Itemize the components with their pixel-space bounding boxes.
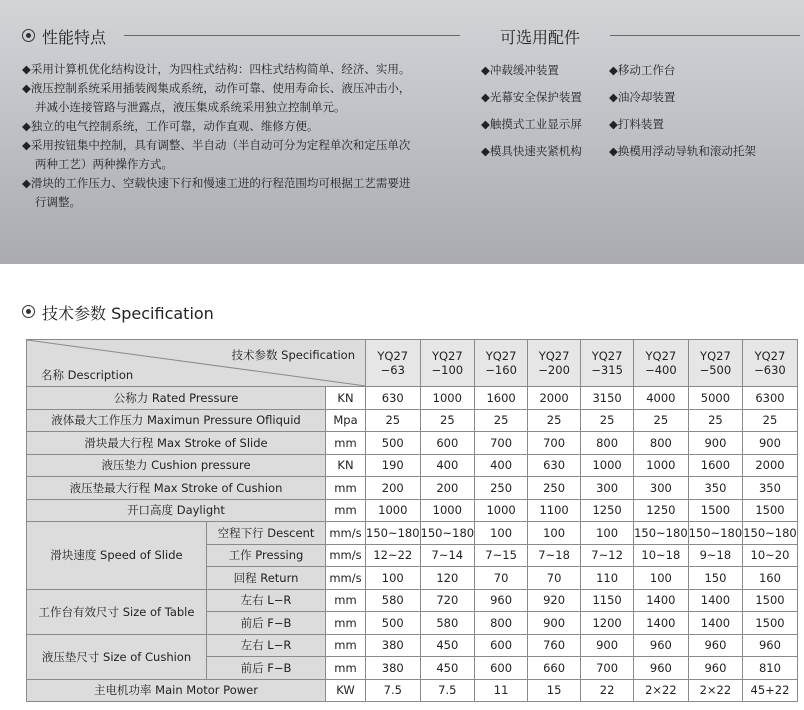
value-cell: 100 [528, 522, 581, 545]
circle-bullet-icon [22, 29, 35, 42]
sub-label: 左右 L−R [207, 589, 326, 612]
value-cell: 1250 [581, 499, 634, 522]
value-cell: 150 [688, 567, 743, 590]
value-cell: 7~12 [581, 544, 634, 567]
value-cell: 150~180 [420, 522, 475, 545]
features-divider [124, 35, 460, 36]
model-header [366, 340, 421, 387]
options-title: 可选用配件 [500, 28, 581, 47]
corner-bottom-label: 名称 Description [41, 368, 134, 382]
value-cell: 630 [366, 387, 421, 410]
model-name: YQ27 [645, 349, 677, 363]
unit-cell: KN [326, 387, 366, 410]
spec-row [27, 387, 798, 410]
unit-cell: mm [326, 657, 366, 680]
value-cell: 160 [743, 567, 798, 590]
value-cell: 700 [475, 432, 528, 455]
model-header [475, 340, 528, 387]
sub-label: 左右 L−R [207, 634, 326, 657]
value-cell: 1400 [688, 589, 743, 612]
value-cell: 25 [528, 409, 581, 432]
spec-row [27, 477, 798, 500]
value-cell: 100 [634, 567, 689, 590]
model-name: YQ27 [377, 349, 409, 363]
spec-row [27, 499, 798, 522]
spec-title: 技术参数 Specification [22, 301, 214, 324]
option-item: ◆油冷却装置 [609, 90, 676, 104]
sub-label: 前后 F−B [207, 657, 326, 680]
value-cell: 7.5 [366, 679, 421, 702]
value-cell: 22 [581, 679, 634, 702]
row-label: 液体最大工作压力 Maximun Pressure Ofliquid [27, 409, 326, 432]
circle-bullet-icon [22, 305, 35, 318]
model-name: YQ27 [754, 349, 786, 363]
model-size: −100 [431, 363, 464, 377]
value-cell: 25 [743, 409, 798, 432]
value-cell: 900 [743, 432, 798, 455]
spec-row [27, 522, 798, 545]
value-cell: 12~22 [366, 544, 421, 567]
sub-label: 回程 Return [207, 567, 326, 590]
options-divider [610, 35, 800, 36]
model-size: −160 [485, 363, 517, 377]
value-cell: 600 [475, 634, 528, 657]
value-cell: 120 [420, 567, 475, 590]
unit-cell: mm/s [326, 567, 366, 590]
value-cell: 2×22 [688, 679, 743, 702]
spec-table [26, 339, 798, 702]
value-cell: 200 [420, 477, 475, 500]
value-cell: 380 [366, 634, 421, 657]
value-cell: 600 [475, 657, 528, 680]
value-cell: 600 [420, 432, 475, 455]
row-label: 公称力 Rated Pressure [27, 387, 326, 410]
model-size: −630 [754, 363, 786, 377]
sub-label: 前后 F−B [207, 612, 326, 635]
value-cell: 1400 [634, 589, 689, 612]
value-cell: 720 [420, 589, 475, 612]
model-header [688, 340, 743, 387]
value-cell: 7.5 [420, 679, 475, 702]
sub-label: 工作 Pressing [207, 544, 326, 567]
value-cell: 350 [688, 477, 743, 500]
value-cell: 150~180 [688, 522, 743, 545]
value-cell: 960 [634, 657, 689, 680]
unit-cell: KW [326, 679, 366, 702]
value-cell: 1250 [634, 499, 689, 522]
value-cell: 960 [743, 634, 798, 657]
value-cell: 920 [528, 589, 581, 612]
value-cell: 900 [581, 634, 634, 657]
option-item: ◆打料装置 [609, 117, 664, 131]
options-col2 [609, 62, 756, 170]
option-item: ◆模具快速夹紧机构 [481, 144, 582, 158]
feature-line: 两种工艺）两种操作方式。 [35, 157, 173, 171]
features-title: 性能特点 [22, 25, 106, 48]
value-cell: 450 [420, 657, 475, 680]
value-cell: 6300 [743, 387, 798, 410]
value-cell: 1000 [366, 499, 421, 522]
unit-cell: mm/s [326, 544, 366, 567]
spec-row [27, 589, 798, 612]
group-label: 工作台有效尺寸 Size of Table [27, 589, 207, 634]
value-cell: 580 [420, 612, 475, 635]
value-cell: 9~18 [688, 544, 743, 567]
features-list [22, 60, 410, 212]
value-cell: 250 [528, 477, 581, 500]
sub-label: 空程下行 Descent [207, 522, 326, 545]
value-cell: 800 [581, 432, 634, 455]
option-item: ◆触摸式工业显示屏 [481, 117, 582, 131]
value-cell: 70 [475, 567, 528, 590]
value-cell: 25 [366, 409, 421, 432]
feature-line: ◆液压控制系统采用插装阀集成系统，动作可靠、使用寿命长、液压冲击小， [22, 81, 411, 95]
value-cell: 1000 [634, 454, 689, 477]
model-size: −315 [591, 363, 623, 377]
value-cell: 1150 [581, 589, 634, 612]
value-cell: 25 [634, 409, 689, 432]
value-cell: 150~180 [366, 522, 421, 545]
value-cell: 7~14 [420, 544, 475, 567]
value-cell: 1500 [688, 499, 743, 522]
value-cell: 660 [528, 657, 581, 680]
row-label: 滑块最大行程 Max Stroke of Slide [27, 432, 326, 455]
value-cell: 630 [528, 454, 581, 477]
value-cell: 300 [581, 477, 634, 500]
value-cell: 100 [366, 567, 421, 590]
option-item: ◆移动工作台 [609, 63, 676, 77]
value-cell: 100 [581, 522, 634, 545]
option-item: ◆换模用浮动导轨和滚动托架 [609, 144, 756, 158]
model-header [420, 340, 475, 387]
value-cell: 380 [366, 657, 421, 680]
model-name: YQ27 [538, 349, 570, 363]
unit-cell: mm/s [326, 522, 366, 545]
value-cell: 580 [366, 589, 421, 612]
option-item: ◆冲载缓冲装置 [481, 63, 559, 77]
value-cell: 2000 [743, 454, 798, 477]
value-cell: 10~18 [634, 544, 689, 567]
value-cell: 810 [743, 657, 798, 680]
value-cell: 500 [366, 612, 421, 635]
value-cell: 960 [475, 589, 528, 612]
model-name: YQ27 [431, 349, 463, 363]
model-header [634, 340, 689, 387]
row-label: 液压垫最大行程 Max Stroke of Cushion [27, 477, 326, 500]
group-label: 滑块速度 Speed of Slide [27, 522, 207, 590]
unit-cell: Mpa [326, 409, 366, 432]
unit-cell: mm [326, 432, 366, 455]
value-cell: 1000 [420, 499, 475, 522]
feature-line: ◆采用计算机优化结构设计，为四柱式结构：四柱式结构简单、经济、实用。 [22, 62, 411, 76]
value-cell: 7~18 [528, 544, 581, 567]
value-cell: 15 [528, 679, 581, 702]
value-cell: 500 [366, 432, 421, 455]
feature-line: 行调整。 [35, 195, 81, 209]
value-cell: 1400 [634, 612, 689, 635]
value-cell: 450 [420, 634, 475, 657]
value-cell: 1400 [688, 612, 743, 635]
spec-row [27, 679, 798, 702]
group-label: 液压垫尺寸 Size of Cushion [27, 634, 207, 679]
unit-cell: mm [326, 499, 366, 522]
value-cell: 7~15 [475, 544, 528, 567]
value-cell: 700 [581, 657, 634, 680]
model-size: −500 [699, 363, 732, 377]
corner-header-cell [27, 340, 366, 387]
model-size: −400 [645, 363, 677, 377]
value-cell: 2000 [528, 387, 581, 410]
value-cell: 1500 [743, 589, 798, 612]
value-cell: 25 [420, 409, 475, 432]
value-cell: 960 [634, 634, 689, 657]
unit-cell: KN [326, 454, 366, 477]
value-cell: 25 [688, 409, 743, 432]
value-cell: 100 [475, 522, 528, 545]
option-item: ◆光幕安全保护装置 [481, 90, 582, 104]
value-cell: 110 [581, 567, 634, 590]
model-size: −200 [538, 363, 570, 377]
value-cell: 150~180 [743, 522, 798, 545]
unit-cell: mm [326, 634, 366, 657]
value-cell: 1500 [743, 499, 798, 522]
value-cell: 4000 [634, 387, 689, 410]
value-cell: 1000 [581, 454, 634, 477]
value-cell: 960 [688, 657, 743, 680]
row-label: 液压垫力 Cushion pressure [27, 454, 326, 477]
value-cell: 1000 [420, 387, 475, 410]
value-cell: 1500 [743, 612, 798, 635]
unit-cell: mm [326, 589, 366, 612]
value-cell: 200 [366, 477, 421, 500]
model-name: YQ27 [700, 349, 731, 363]
value-cell: 190 [366, 454, 421, 477]
value-cell: 5000 [688, 387, 743, 410]
value-cell: 350 [743, 477, 798, 500]
spec-row [27, 634, 798, 657]
spec-row [27, 432, 798, 455]
row-label: 主电机功率 Main Motor Power [27, 679, 326, 702]
feature-line: ◆独立的电气控制系统，工作可靠，动作直观、维修方便。 [22, 119, 319, 133]
feature-line: ◆滑块的工作压力、空载快速下行和慢速工进的行程范围均可根据工艺需要进 [22, 176, 411, 190]
model-header [528, 340, 581, 387]
value-cell: 900 [688, 432, 743, 455]
value-cell: 1600 [475, 387, 528, 410]
value-cell: 3150 [581, 387, 634, 410]
value-cell: 11 [475, 679, 528, 702]
value-cell: 800 [475, 612, 528, 635]
value-cell: 700 [528, 432, 581, 455]
value-cell: 760 [528, 634, 581, 657]
header-row [27, 340, 798, 387]
value-cell: 960 [688, 634, 743, 657]
feature-line: ◆采用按钮集中控制，具有调整、半自动（半自动可分为定程单次和定压单次 [22, 138, 411, 152]
spec-row [27, 409, 798, 432]
row-label: 开口高度 Daylight [27, 499, 326, 522]
value-cell: 800 [634, 432, 689, 455]
value-cell: 1000 [475, 499, 528, 522]
value-cell: 1600 [688, 454, 743, 477]
value-cell: 45+22 [743, 679, 798, 702]
value-cell: 25 [581, 409, 634, 432]
model-header [581, 340, 634, 387]
value-cell: 25 [475, 409, 528, 432]
feature-line: 并减小连接管路与泄露点，液压集成系统采用独立控制单元。 [35, 100, 346, 114]
spec-row [27, 454, 798, 477]
model-size: −63 [380, 363, 405, 377]
value-cell: 1200 [581, 612, 634, 635]
value-cell: 300 [634, 477, 689, 500]
model-header [743, 340, 798, 387]
model-name: YQ27 [485, 349, 517, 363]
unit-cell: mm [326, 477, 366, 500]
value-cell: 400 [475, 454, 528, 477]
value-cell: 70 [528, 567, 581, 590]
value-cell: 250 [475, 477, 528, 500]
corner-top-label: 技术参数 Specification [231, 348, 355, 362]
model-name: YQ27 [591, 349, 623, 363]
unit-cell: mm [326, 612, 366, 635]
value-cell: 10~20 [743, 544, 798, 567]
options-col1 [481, 62, 582, 170]
value-cell: 150~180 [634, 522, 689, 545]
value-cell: 900 [528, 612, 581, 635]
value-cell: 2×22 [634, 679, 689, 702]
value-cell: 1100 [528, 499, 581, 522]
value-cell: 400 [420, 454, 475, 477]
